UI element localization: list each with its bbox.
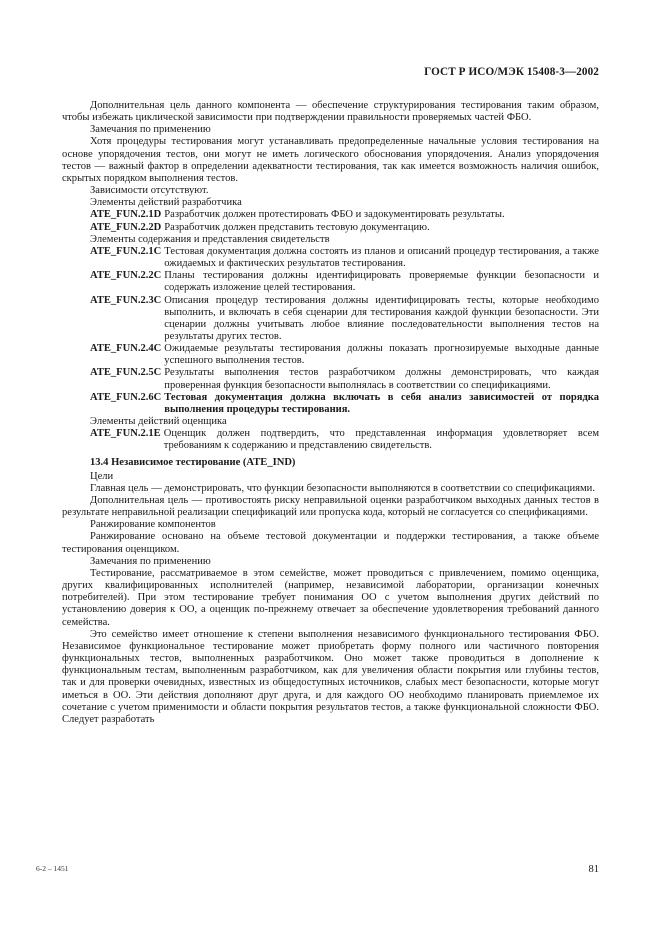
subheading: Элементы действий разработчика xyxy=(90,197,242,209)
element-code: ATE_FUN.2.1E xyxy=(90,428,161,440)
element-code: ATE_FUN.2.2C xyxy=(90,270,162,282)
element-text: Разработчик должен представить тестовую документацию. xyxy=(164,221,430,233)
footer-print-mark: 6-2 – 1451 xyxy=(36,864,69,873)
requirement-element xyxy=(62,246,599,270)
element-code: ATE_FUN.2.1D xyxy=(90,209,162,221)
element-text: Результаты выполнения тестов разработчиком должны демонстрировать, что каждая проверенная функция безопасности выполнялась в соответствии со спецификациями. xyxy=(164,367,599,391)
element-code: ATE_FUN.2.1C xyxy=(90,245,162,257)
subheading: Цели xyxy=(90,470,114,482)
element-text: Оценщик должен подтвердить, что представленная информация удовлетворяет всем требованиям к содержанию и представлению свидетельств. xyxy=(163,428,599,452)
section-title: 13.4 Независимое тестирование (ATE_IND) xyxy=(90,456,296,468)
element-text: Тестовая документация должна включать в себя анализ зависимостей от порядка выполнения процедуры тестирования. xyxy=(164,391,599,415)
paragraph: Дополнительная цель данного компонента — обеспечение структурирования тестирования таким образом, чтобы избежать циклической зависимости при подтверждении правильности проверяемых частей ФБО. xyxy=(62,100,599,124)
element-code: ATE_FUN.2.6C xyxy=(90,391,162,403)
element-text: Тестовая документация должна состоять из планов и описаний процедур тестирования, а также ожидаемых и фактических результатов тестирования. xyxy=(164,245,599,270)
requirement-element-emphasized xyxy=(62,392,599,416)
requirement-element xyxy=(62,343,599,367)
element-text: Описания процедур тестирования должны идентифицировать тесты, которые необходимо выполнить, и включать в себя сценарии для тестирования каждой функции безопасности. Эти сценарии должны учитывать любое влияние последовательности выполнения тестов на результаты других тестов. xyxy=(164,294,599,342)
requirement-element xyxy=(62,270,599,294)
element-code: ATE_FUN.2.2D xyxy=(90,221,162,233)
element-text: Ожидаемые результаты тестирования должны показать прогнозируемые выходные данные успешного выполнения тестов. xyxy=(164,343,599,367)
subheading: Ранжирование компонентов xyxy=(90,519,216,531)
document-body xyxy=(62,100,599,726)
requirement-element xyxy=(62,367,599,391)
paragraph: Зависимости отсутствуют. xyxy=(90,185,209,197)
paragraph: Ранжирование основано на объеме тестовой документации и поддержки тестирования, а также объеме тестирования оценщиком. xyxy=(62,531,599,555)
element-text: Разработчик должен протестировать ФБО и задокументировать результаты. xyxy=(164,209,505,221)
requirement-element xyxy=(62,209,599,221)
subheading: Элементы действий оценщика xyxy=(90,416,227,428)
element-text: Планы тестирования должны идентифицировать проверяемые функции безопасности и содержать изложение целей тестирования. xyxy=(164,270,599,294)
subheading: Замечания по применению xyxy=(90,124,211,136)
requirement-element xyxy=(62,428,599,452)
element-code: ATE_FUN.2.5C xyxy=(90,367,162,379)
requirement-element xyxy=(62,222,599,234)
paragraph: Главная цель — демонстрировать, что функции безопасности выполняются в соответствии со спецификациями. xyxy=(90,482,595,494)
subheading: Элементы содержания и представления свидетельств xyxy=(90,233,330,245)
paragraph: Тестирование, рассматриваемое в этом семействе, может проводиться с привлечением, помимо оценщика, других квалифицированных исполнителей (например, независимой лаборатории, организации конечных потребителей). При этом тестирование требует понимания ОО с учетом выполнения других действий по установлению доверия к ОО, а оценщик по-прежнему отвечает за обеспечение удовлетворения требований данного семейства. xyxy=(62,567,599,628)
element-code: ATE_FUN.2.4C xyxy=(90,343,162,355)
subheading: Замечания по применению xyxy=(90,555,211,567)
page-number: 81 xyxy=(588,864,599,875)
paragraph: Хотя процедуры тестирования могут устанавливать предопределенные начальные условия тестирования на основе упорядочения тестов, они могут не иметь логического обоснования упорядочения. Анализ упорядочения тестов — важный фактор в определении адекватности тестирования, так как имеется возможность наличия ошибок, скрытых порядком выполнения тестов. xyxy=(62,136,599,184)
element-code: ATE_FUN.2.3C xyxy=(90,294,162,306)
requirement-element xyxy=(62,295,599,344)
page-header: ГОСТ Р ИСО/МЭК 15408-3—2002 xyxy=(424,66,599,78)
paragraph: Это семейство имеет отношение к степени выполнения независимого функционального тестирования ФБО. Независимое функциональное тестирование может приобретать форму полного или частичного повторения функциональных тестов, выполненных разработчиком. Оно может также проводиться в дополнение к функциональным тестам, выполненным разработчиком, как для увеличения области покрытия или глубины тестов, так и для проверки очевидных, известных из общедоступных источников, слабых мест безопасности, которые могут иметься в ОО. Эти действия дополняют друг друга, и для каждого ОО необходимо планировать приемлемое их сочетание с учетом применимости и области покрытия результатов тестов, а также функциональной сложности ФБО. Следует разработать xyxy=(62,628,599,725)
paragraph: Дополнительная цель — противостоять риску неправильной оценки разработчиком выходных данных тестов в результате неправильной реализации спецификаций или пропуска кода, который не согласуется со спецификациями. xyxy=(62,495,599,519)
